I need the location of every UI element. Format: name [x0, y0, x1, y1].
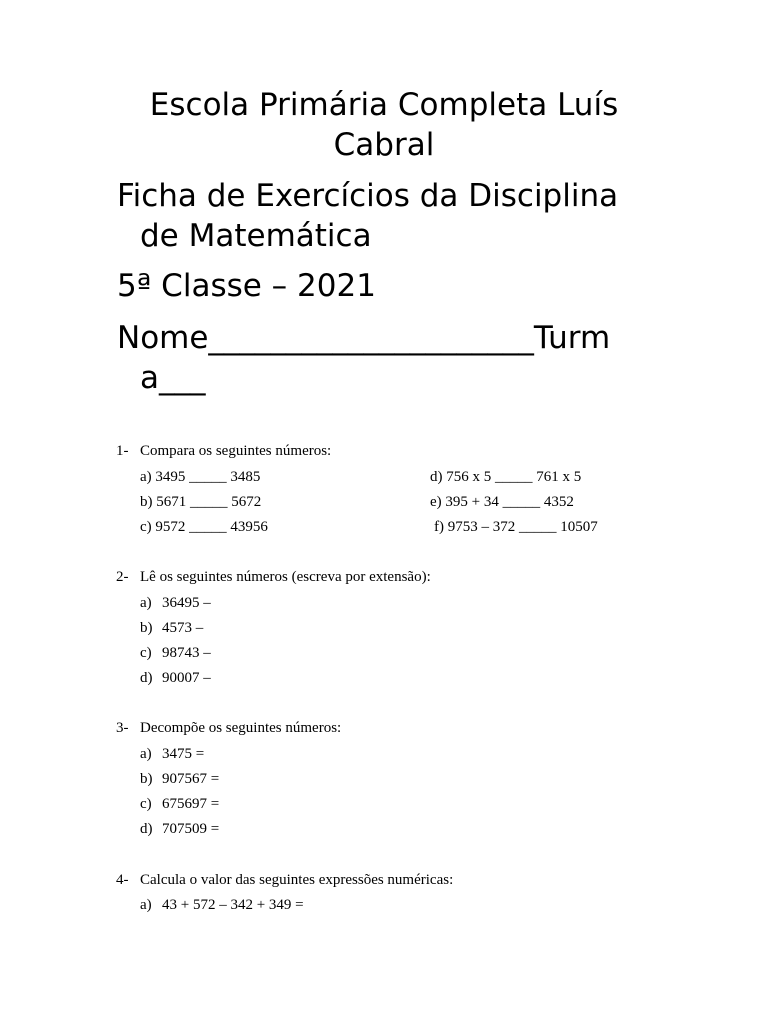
question-1-item-e: e) 395 + 34 _____ 4352 [430, 494, 574, 510]
question-3-item-letter: a) [140, 746, 152, 762]
class-year: 5ª Classe – 2021 [117, 268, 376, 304]
question-3-prompt: Decompõe os seguintes números: [140, 720, 342, 736]
question-3-item-value: 3475 = [162, 746, 205, 762]
question-2-number: 2- [116, 569, 129, 585]
question-2-item-value: 36495 – [162, 595, 211, 611]
question-4-number: 4- [116, 872, 129, 888]
question-3-item-value: 707509 = [162, 821, 220, 837]
question-2-item-letter: a) [140, 595, 152, 611]
question-2-item-value: 98743 – [162, 645, 211, 661]
question-1-item-d: d) 756 x 5 _____ 761 x 5 [430, 469, 582, 485]
question-1-item-f: f) 9753 – 372 _____ 10507 [434, 519, 598, 535]
question-1-prompt: Compara os seguintes números: [140, 443, 332, 459]
question-2-item-letter: d) [140, 670, 153, 686]
name-field-line2: a___ [140, 360, 206, 396]
question-2-item-letter: b) [140, 620, 153, 636]
question-4-prompt: Calcula o valor das seguintes expressões numéricas: [140, 872, 454, 888]
question-2-item-value: 4573 – [162, 620, 204, 636]
school-name-line1: Escola Primária Completa Luís [149, 87, 619, 123]
question-3-item-letter: c) [140, 796, 152, 812]
name-field-line1: Nome_____________________Turm [117, 320, 611, 356]
sheet-title-line2: de Matemática [140, 218, 372, 254]
question-3-item-letter: d) [140, 821, 153, 837]
school-name-line2: Cabral [333, 127, 435, 163]
question-3-number: 3- [116, 720, 129, 736]
question-4-item-value: 43 + 572 – 342 + 349 = [162, 897, 304, 913]
question-2-item-value: 90007 – [162, 670, 211, 686]
question-3-item-value: 907567 = [162, 771, 220, 787]
question-1-item-a: a) 3495 _____ 3485 [140, 469, 261, 485]
question-1-item-b: b) 5671 _____ 5672 [140, 494, 262, 510]
sheet-title-line1: Ficha de Exercícios da Disciplina [117, 178, 619, 214]
question-2-prompt: Lê os seguintes números (escreva por extensão): [140, 569, 431, 585]
question-4-item-letter: a) [140, 897, 152, 913]
question-3-item-value: 675697 = [162, 796, 220, 812]
question-1-item-c: c) 9572 _____ 43956 [140, 519, 268, 535]
question-1-number: 1- [116, 443, 129, 459]
question-2-item-letter: c) [140, 645, 152, 661]
question-3-item-letter: b) [140, 771, 153, 787]
